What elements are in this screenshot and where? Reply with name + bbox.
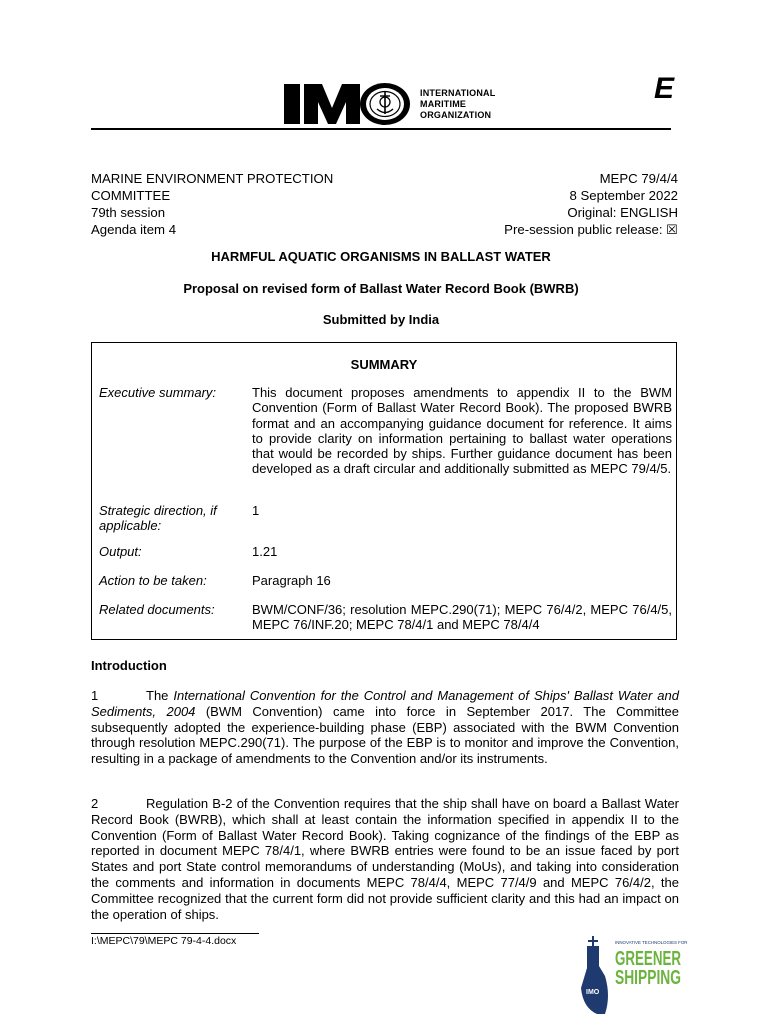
footer-rule	[91, 933, 259, 934]
summary-value: This document proposes amendments to appendix II to the BWM Convention (Form of Ballast Water Record Book). The proposed BWRB format and an accompanying guidance document for reference. It aims to provide clarity on information pertaining to ballast water operations that would be recorded by ships. Further guidance document has been developed as a draft circular and additionally submitted as MEPC 79/4/5.	[252, 385, 672, 477]
paragraph-text: (BWM Convention) came into force in September 2017. The Committee subsequently adopted the experience-building phase (EBP) associated with the BWM Convention through resolution MEPC.290(71). The purpose of the EBP is to monitor and improve the Convention, resulting in a package of amendments to the Convention and/or its instruments.	[91, 703, 679, 767]
greener-tagline: INNOVATIVE TECHNOLOGIES FOR	[615, 940, 688, 945]
doc-symbol: MEPC 79/4/4	[599, 171, 678, 186]
committee-line: MARINE ENVIRONMENT PROTECTION	[91, 171, 334, 186]
paragraph-1	[91, 688, 679, 767]
paragraph-number: 1	[91, 688, 99, 703]
shipping-word: SHIPPING	[615, 967, 681, 989]
session: 79th session	[91, 205, 166, 220]
summary-value: 1.21	[252, 544, 278, 559]
paragraph-number: 2	[91, 796, 99, 811]
original-language: Original: ENGLISH	[567, 205, 678, 220]
summary-label: Output:	[99, 544, 142, 559]
org-name	[420, 88, 495, 121]
convention-title: International Convention for the Control and Management of Ships' Ballast Water and Sediments, 2004	[91, 688, 679, 719]
summary-label: Executive summary:	[99, 385, 217, 400]
paragraph-text: The	[146, 688, 174, 703]
summary-label: Strategic direction, if applicable:	[99, 503, 217, 534]
greener-badge: IMO	[586, 989, 600, 996]
summary-value: 1	[252, 503, 260, 518]
summary-label: Related documents:	[99, 602, 215, 617]
org-line: ORGANIZATION	[420, 109, 492, 120]
doc-subtitle: Proposal on revised form of Ballast Water Record Book (BWRB)	[183, 281, 579, 296]
summary-box	[91, 342, 677, 640]
doc-date: 8 September 2022	[569, 188, 678, 203]
agenda-item: Agenda item 4	[91, 222, 177, 237]
org-line: MARITIME	[420, 98, 467, 109]
doc-info-block	[504, 170, 678, 238]
doc-title: HARMFUL AQUATIC ORGANISMS IN BALLAST WATER	[211, 249, 551, 264]
section-heading: Introduction	[91, 658, 167, 673]
summary-value: Paragraph 16	[252, 573, 331, 588]
org-line: INTERNATIONAL	[420, 87, 496, 98]
imo-letters-emblem	[282, 80, 412, 128]
paragraph-2	[91, 796, 679, 922]
release-status: Pre-session public release: ☒	[504, 222, 678, 237]
committee-block	[91, 170, 333, 238]
committee-line: COMMITTEE	[91, 188, 171, 203]
greener-shipping-emblem	[575, 936, 688, 1016]
language-mark: E	[654, 72, 675, 105]
summary-value: BWM/CONF/36; resolution MEPC.290(71); MEPC 76/4/2, MEPC 76/4/5, MEPC 76/INF.20; MEPC 78/4/1 and MEPC 78/4/4	[252, 602, 672, 633]
file-path: I:\MEPC\79\MEPC 79-4-4.docx	[91, 935, 237, 947]
submitted-by: Submitted by India	[322, 312, 440, 327]
header-rule	[91, 128, 671, 130]
summary-heading: SUMMARY	[350, 357, 418, 372]
greener-word: GREENER	[615, 948, 682, 970]
greener-shipping-logo	[575, 936, 688, 1016]
paragraph-text: Regulation B-2 of the Convention requires that the ship shall have on board a Ballast Water Record Book (BWRB), which shall at least contain the information specified in appendix II to the Convention (Form of Ballast Water Record Book). Taking cognizance of the findings of the EBP as reported in document MEPC 78/4/1, where BWRB entries were found to be an issue faced by port States and port State control memorandums of understanding (MoUs), and taking into consideration the comments and information in documents MEPC 78/4/4, MEPC 77/4/9 and MEPC 76/4/2, the Committee recognized that the current form did not provide sufficient clarity and this had an impact on the operation of ships.	[91, 796, 679, 922]
summary-label: Action to be taken:	[99, 573, 207, 588]
imo-logo	[282, 80, 522, 128]
